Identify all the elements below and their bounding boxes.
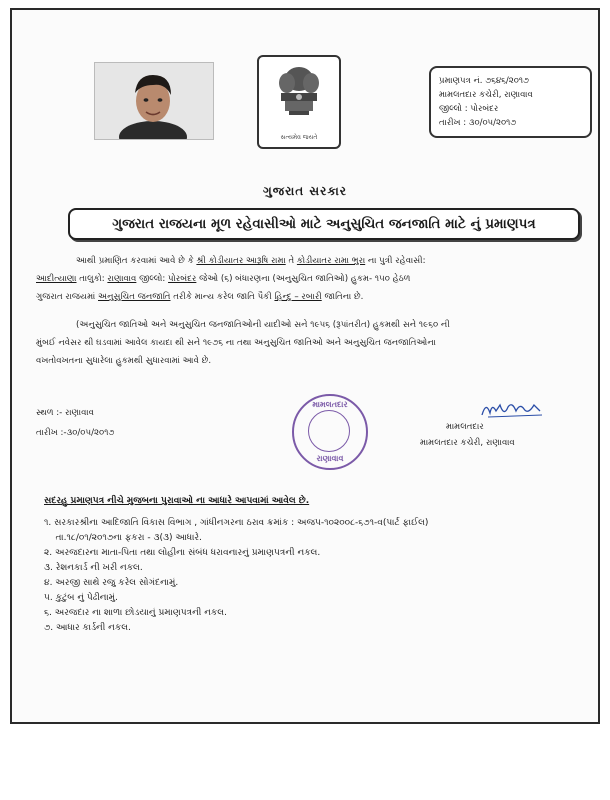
seal-emblem-icon xyxy=(308,410,350,452)
list-item: ૫. કુટુંબ નું પેઢીનામું. xyxy=(44,593,118,603)
body-text: જીલ્લો: xyxy=(136,274,169,284)
certificate-number: પ્રમાણપત્ર નં. ૭૬૪૬/૨૦૧૭ xyxy=(439,76,529,86)
seal-bottom-text: રાણાવાવ xyxy=(316,454,344,463)
issuing-office: મામલતદાર કચેરી, રાણાવાવ xyxy=(439,90,533,100)
body-text: ગુજરાત રાજયમાં xyxy=(36,292,99,302)
official-seal xyxy=(292,394,368,470)
list-item: ૧. સરકારશ્રીના આદિજાતિ વિકાસ વિભાગ , ગાંધીનગરના ઠરાવ ક્રમાંક : અજપ-૧૦૨૦૦૮-૬૭૧-વ(પાર્ટ ફાઈલ) xyxy=(44,518,429,528)
body-text: જાતિના છે. xyxy=(321,292,364,302)
signatory-office: મામલતદાર કચેરી, રાણાવાવ xyxy=(420,438,515,448)
issue-date: તારીખ :-૩૦/૦૫/૨૦૧૭ xyxy=(36,428,115,438)
applicant-photo xyxy=(94,62,214,140)
body-text: તાલુકો: xyxy=(76,274,108,284)
list-item: ૪. અરજી સાથે રજુ કરેલ સોગંદનામું. xyxy=(44,578,179,588)
body-text: આથી પ્રમાણિત કરવામાં આવે છે કે xyxy=(76,256,197,266)
list-item: ૨. અરજદારના માતા-પિતા તથા લોહીના સંબંધ ધરાવનારનું પ્રમાણપત્રની નકલ. xyxy=(44,548,321,558)
signatory-title: મામલતદાર xyxy=(446,422,484,432)
list-item: ૭. આધાર કાર્ડની નકલ. xyxy=(44,623,131,633)
taluka-name: રાણાવાવ xyxy=(107,274,137,284)
seal-top-text: મામલતદાર xyxy=(312,400,348,409)
national-emblem xyxy=(257,55,341,149)
district-name: પોરબંદર xyxy=(168,274,197,284)
body-text: તરીકે માન્ય કરેલ જાતિ પૈકી xyxy=(170,292,275,302)
certificate-info-box xyxy=(429,66,592,138)
father-name: કોડીયાતર રામા ભુરા xyxy=(296,256,366,266)
body-line-1 xyxy=(76,256,426,266)
documents-heading: સદરહુ પ્રમાણપત્ર નીચે મુજબના પુરાવાઓ ના આધારે આપવામાં આવેલ છે. xyxy=(44,496,310,506)
body-line-3 xyxy=(36,292,363,302)
issuing-district: જીલ્લો : પોરબંદર xyxy=(439,104,499,114)
place-label: સ્થળ :- રાણાવાવ xyxy=(36,408,94,418)
caste-name: હિન્દુ – રબારી xyxy=(274,292,322,302)
list-item: તા.૧૮/૦૧/૨૦૧૭ના ફકરા - ૩(૩) આધારે. xyxy=(44,533,202,543)
list-item: ૩. રેશનકાર્ડ ની ખરી નકલ. xyxy=(44,563,143,573)
village-name: આદીત્યાણા xyxy=(36,274,77,284)
list-item: ૬. અરજદાર ના શાળા છોડયાનું પ્રમાણપત્રની નકલ. xyxy=(44,608,227,618)
body-para2-line-1: (અનુસુચિત જાતિઓ અને અનુસુચિત જનજાતિઓની યાદીઓ સને ૧૯૫૬ (રૂપાંતરીત) હુકમથી સને ૧૯૬૦ ની xyxy=(76,320,450,330)
category-name: અનુસુચિત જનજાતિ xyxy=(98,292,171,302)
body-text: તે xyxy=(285,256,297,266)
body-line-2 xyxy=(36,274,410,284)
government-name: ગુજરાત સરકાર xyxy=(263,184,347,198)
documents-list xyxy=(44,516,428,636)
holder-name: શ્રી કોડીયાતર આરૂષિ રામા xyxy=(196,256,286,266)
lion-capital-icon xyxy=(259,57,339,127)
certificate-title: ગુજરાત રાજયના મૂળ રહેવાસીઓ માટે અનુસુચિત જનજાતિ માટે નું પ્રમાણપત્ર xyxy=(68,208,580,240)
body-para2-line-2: મુંબઈ નવેસર થી ઘડવામાં આવેલ કાયદા થી સને ૧૯૭૬ ના તથા અનુસુચિત જાતિઓ અને અનુસુચિત જનજાતિઓના xyxy=(36,338,436,348)
certificate-date: તારીખ : ૩૦/૦૫/૨૦૧૭ xyxy=(439,118,517,128)
signature xyxy=(478,397,548,421)
emblem-caption: સત્યમેવ જયતે xyxy=(280,134,318,141)
body-text: ના પુત્રી રહેવાસી: xyxy=(365,256,426,266)
body-text: જેઓ (૬) બંધારણના (અનુસુચિત જાતિઓ) હુકમ- ૧૫૦ હેઠળ xyxy=(196,274,411,284)
body-para2-line-3: વખતોવખતના સુધારેલા હુકમથી સુધારવામાં આવે છે. xyxy=(36,356,212,366)
certificate-page xyxy=(10,8,600,724)
